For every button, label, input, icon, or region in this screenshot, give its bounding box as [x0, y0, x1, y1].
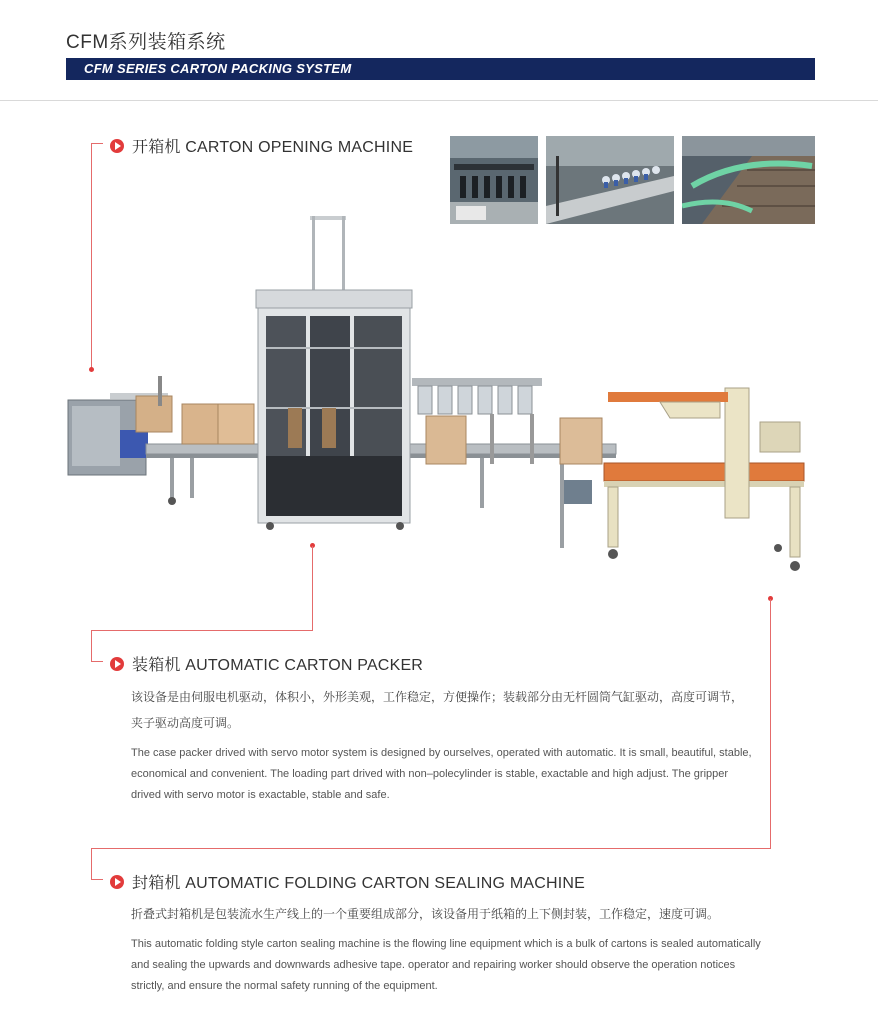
packing-line-illustration	[60, 208, 820, 588]
connector-line-3-h	[91, 848, 771, 849]
connector-line-1-h	[91, 143, 103, 144]
arrow-right-circle-icon	[110, 657, 124, 671]
section-heading-carton-packer	[110, 652, 423, 675]
carton-sealing-description-cn: 折叠式封箱机是包装流水生产线上的一个重要组成部分，该设备用于纸箱的上下侧封装，工作稳定，速度可调。	[131, 907, 720, 921]
arrow-right-circle-icon	[110, 139, 124, 153]
carton-packer-description-cn: 该设备是由伺服电机驱动，体积小，外形美观，工作稳定，方便操作；装载部分由无杆圆筒气缸驱动，高度可调节，夹子驱动高度可调。	[131, 690, 744, 730]
page-title-cn: CFM系列装箱系统	[66, 32, 226, 53]
connector-line-3-v2	[91, 848, 92, 879]
connector-line-2-h	[91, 630, 313, 631]
arrow-right-circle-icon	[110, 875, 124, 889]
page-title-en: CFM SERIES CARTON PACKING SYSTEM	[84, 61, 352, 76]
section-heading-carton-opening	[110, 134, 413, 157]
section-heading-carton-sealing	[110, 870, 585, 893]
carton-packer-description-en: The case packer drived with servo motor system is designed by ourselves, operated with automatic. It is small, beautiful, stable, economical and convenient. The loading part drived with non–polecylinder is stable, exactable and high adjust. The gripper drived with servo motor is exactable, stable and safe.	[131, 747, 752, 801]
header-divider	[0, 100, 878, 101]
section-heading-text: 开箱机 CARTON OPENING MACHINE	[132, 139, 414, 156]
carton-sealing-description-en: This automatic folding style carton sealing machine is the flowing line equipment which is a bulk of cartons is sealed automatically and sealing the upwards and downwards adhesive tape. operator and repairing worker should observe the operation notices strictly, and ensure the normal safety running of the equipment.	[131, 938, 761, 992]
connector-line-2-v2	[91, 630, 92, 661]
title-banner	[66, 58, 815, 80]
connector-line-3-h2	[91, 879, 103, 880]
section-heading-text: 装箱机 AUTOMATIC CARTON PACKER	[132, 657, 424, 674]
connector-line-2-h2	[91, 661, 103, 662]
connector-line-3-v1	[770, 599, 771, 848]
section-heading-text: 封箱机 AUTOMATIC FOLDING CARTON SEALING MACHINE	[132, 875, 586, 892]
